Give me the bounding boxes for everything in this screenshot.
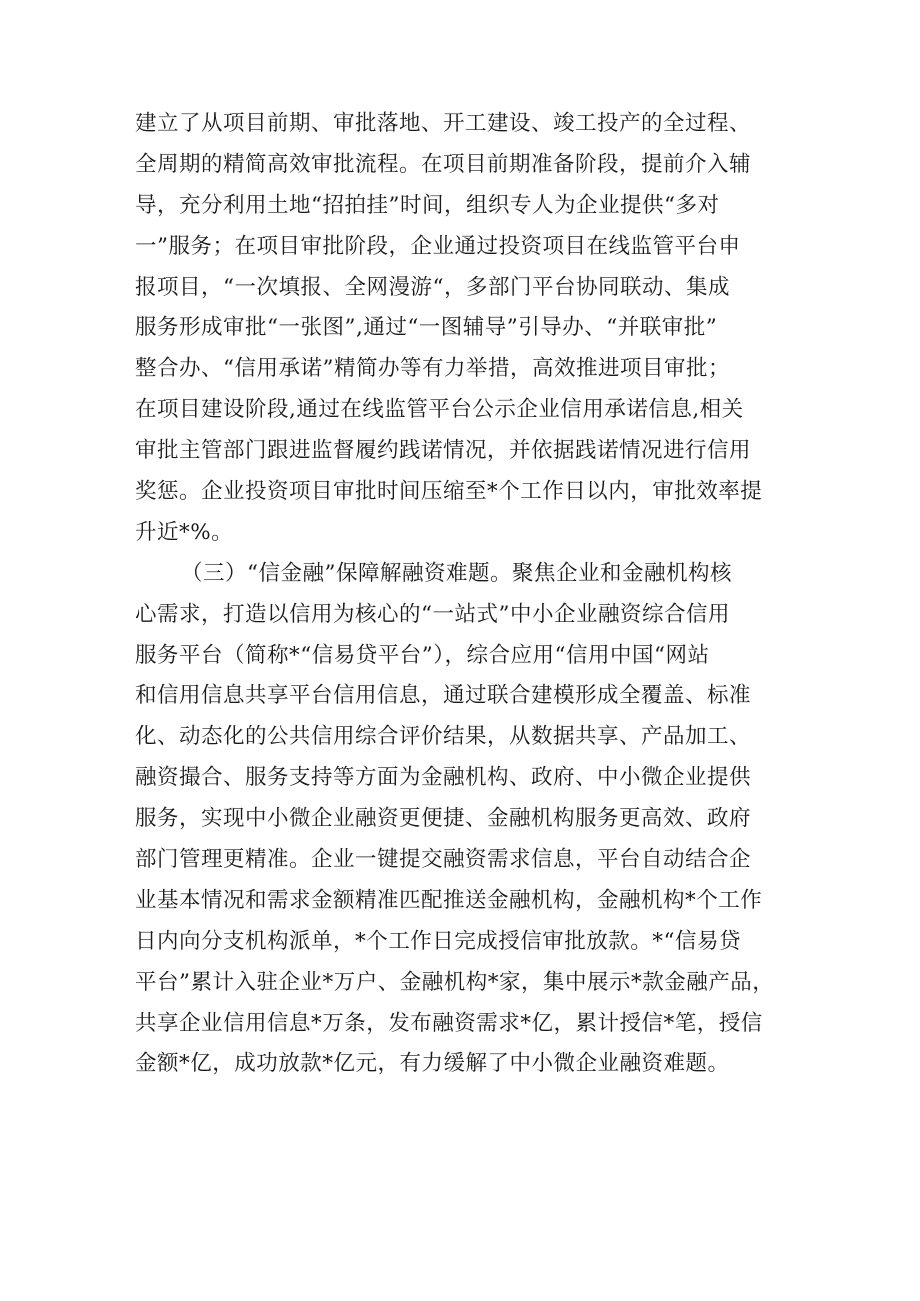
text-line: 融资撮合、服务支持等方面为金融机构、政府、中小微企业提供 bbox=[135, 765, 752, 791]
text-line: 化、动态化的公共信用综合评价结果，从数据共享、产品加工、 bbox=[135, 724, 752, 750]
text-line: 业基本情况和需求金额精准匹配推送金融机构，金融机构*个工作 bbox=[135, 887, 763, 913]
text-line: 服务形成审批“一张图”,通过“一图辅导”引导办、“并联审批” bbox=[135, 315, 718, 341]
text-line: 奖惩。企业投资项目审批时间压缩至*个工作日以内，审批效率提 bbox=[135, 479, 763, 505]
text-line: 一”服务；在项目审批阶段，企业通过投资项目在线监管平台申 bbox=[135, 233, 741, 259]
text-line: 日内向分支机构派单，*个工作日完成授信审批放款。*“信易贷 bbox=[135, 928, 741, 954]
text-line: 部门管理更精准。企业一键提交融资需求信息，平台自动结合企 bbox=[135, 847, 752, 873]
body-text bbox=[135, 104, 787, 1085]
text-line: 平台”累计入驻企业*万户、金融机构*家，集中展示*款金融产品， bbox=[135, 969, 775, 995]
text-line: 全周期的精简高效审批流程。在项目前期准备阶段，提前介入辅 bbox=[135, 151, 752, 177]
text-line: 升近*%。 bbox=[135, 519, 234, 545]
text-line: 导，充分利用土地“招拍挂”时间，组织专人为企业提供“多对 bbox=[135, 192, 720, 218]
section-heading-line: （三）“信金融”保障解融资难题。聚焦企业和金融机构核 bbox=[181, 560, 732, 586]
text-line: 心需求，打造以信用为核心的“一站式”中小企业融资综合信用 bbox=[135, 601, 730, 627]
text-line: 共享企业信用信息*万条，发布融资需求*亿，累计授信*笔，授信 bbox=[135, 1010, 763, 1036]
text-line: 金额*亿，成功放款*亿元，有力缓解了中小微企业融资难题。 bbox=[135, 1051, 730, 1077]
text-line: 审批主管部门跟进监督履约践诺情况，并依据践诺情况进行信用 bbox=[135, 438, 752, 464]
text-line: 在项目建设阶段,通过在线监管平台公示企业信用承诺信息,相关 bbox=[135, 397, 744, 423]
text-line: 和信用信息共享平台信用信息，通过联合建模形成全覆盖、标准 bbox=[135, 683, 752, 709]
text-line: 建立了从项目前期、审批落地、开工建设、竣工投产的全过程、 bbox=[135, 111, 752, 136]
text-line: 整合办、“信用承诺”精简办等有力举措，高效推进项目审批； bbox=[135, 356, 730, 382]
text-line: 报项目，“一次填报、全网漫游“，多部门平台协同联动、集成 bbox=[135, 274, 730, 300]
text-line: 服务，实现中小微企业融资更便捷、金融机构服务更高效、政府 bbox=[135, 806, 752, 832]
text-line: 服务平台（简称*“信易贷平台”），综合应用“信用中国“网站 bbox=[135, 642, 710, 668]
